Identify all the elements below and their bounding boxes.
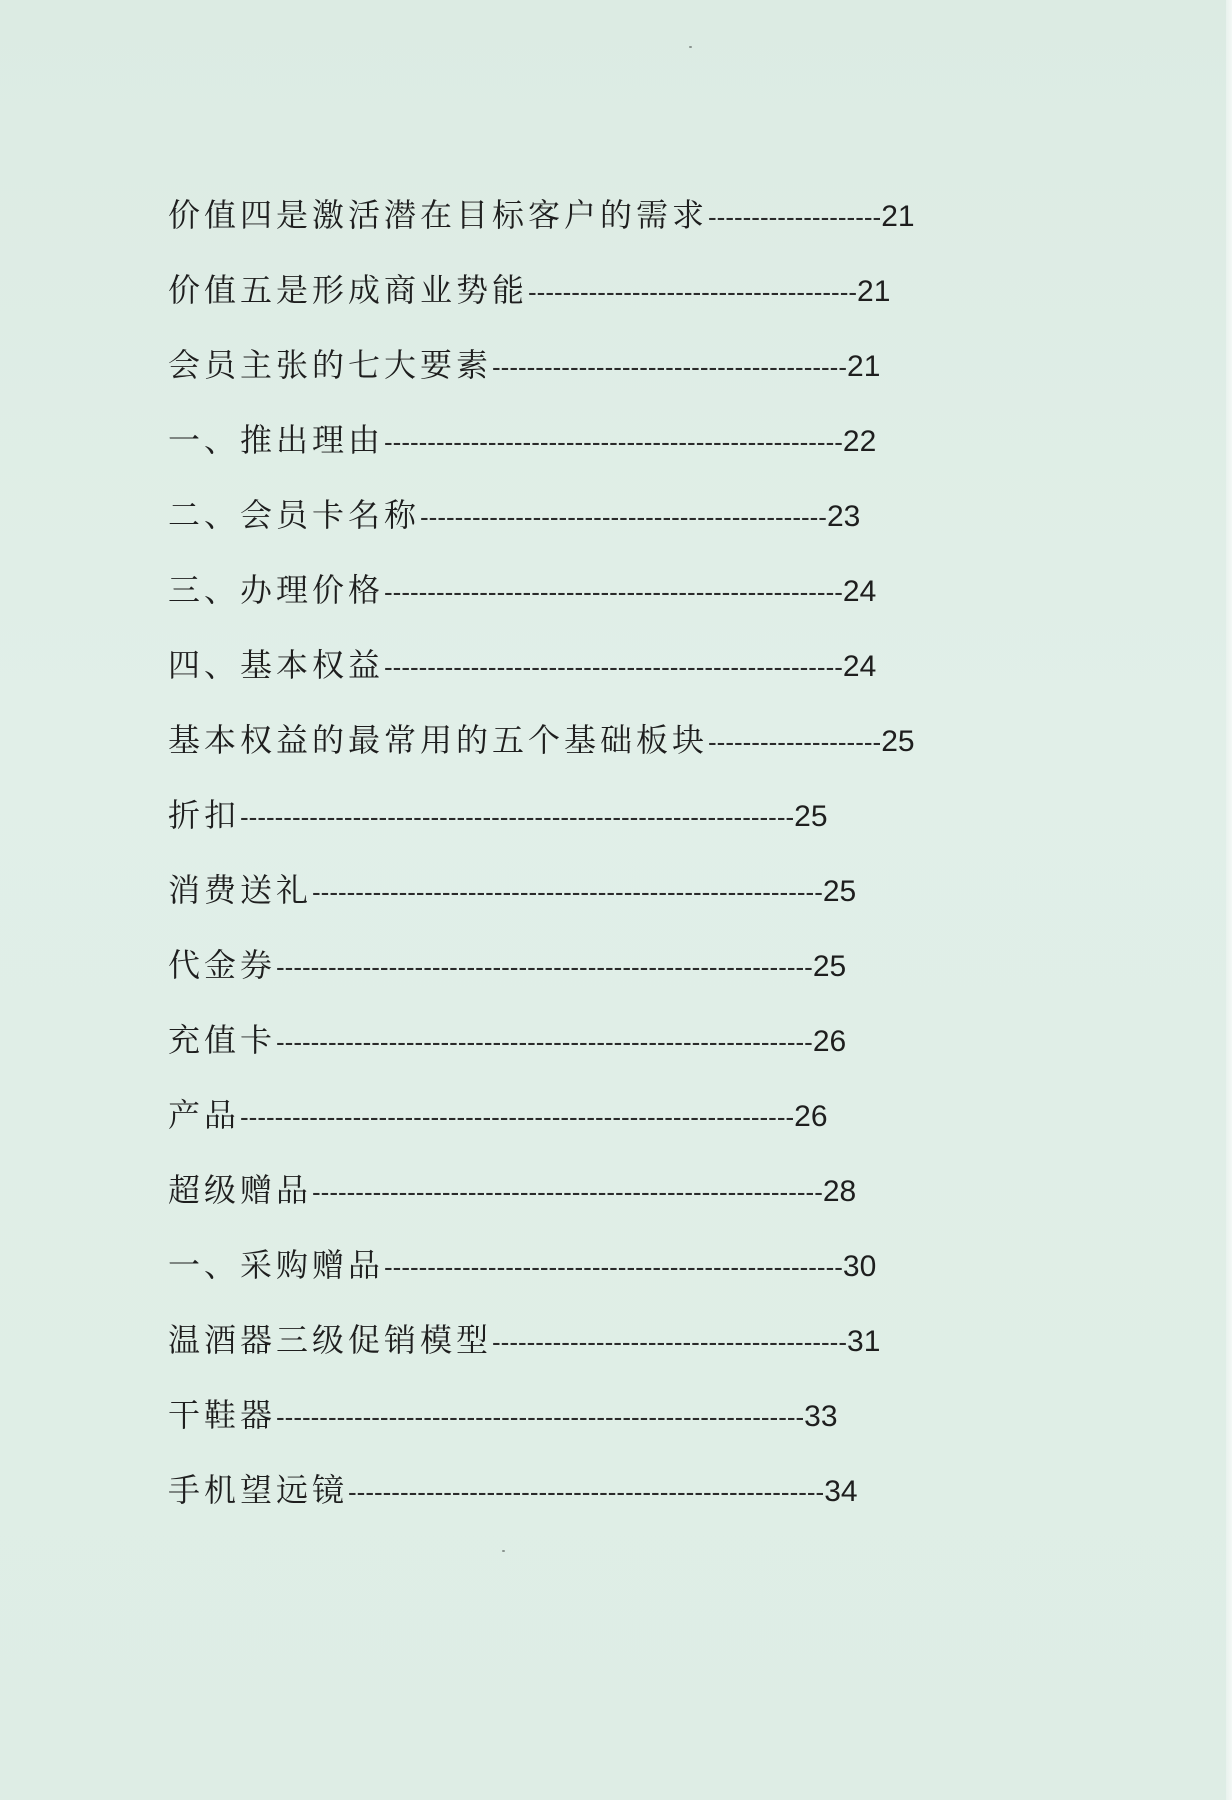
toc-entry-page: 21: [847, 350, 881, 383]
toc-entry[interactable]: [168, 490, 1168, 565]
toc-entry-leader: --------------------------------------------------------------: [276, 952, 813, 982]
toc-entry-page: 31: [847, 1325, 881, 1358]
toc-entry-title: 四、基本权益: [168, 646, 385, 684]
toc-entry-page: 33: [804, 1400, 838, 1433]
toc-entry-leader: -------------------------------------------------------------: [276, 1402, 805, 1432]
toc-entry-page: 26: [794, 1100, 828, 1133]
toc-entry-title: 一、推出理由: [168, 421, 385, 459]
toc-entry-leader: -----------------------------------------------------: [384, 652, 843, 682]
toc-entry-page: 30: [842, 1250, 877, 1283]
toc-entry[interactable]: [168, 1240, 1168, 1315]
toc-entry-title: 二、会员卡名称: [168, 496, 421, 534]
toc-entry-page: 24: [842, 575, 877, 608]
toc-entry-leader: --------------------------------------: [528, 277, 858, 307]
toc-entry-page: 22: [842, 425, 877, 458]
toc-entry-title: 折扣: [168, 796, 241, 834]
toc-entry-page: 26: [812, 1025, 847, 1058]
toc-entry[interactable]: [168, 415, 1168, 490]
toc-entry-page: 21: [881, 200, 915, 233]
toc-entry[interactable]: [168, 640, 1168, 715]
toc-entry-leader: -----------------------------------------------------: [384, 577, 843, 607]
toc-entry[interactable]: [168, 190, 1168, 265]
toc-entry-leader: --------------------: [708, 202, 882, 232]
toc-entry[interactable]: [168, 340, 1168, 415]
toc-entry-title: 会员主张的七大要素: [168, 346, 493, 384]
toc-entry-leader: -----------------------------------------------: [420, 502, 827, 532]
toc-entry[interactable]: [168, 1465, 1168, 1540]
toc-entry-title: 三、办理价格: [168, 571, 385, 609]
toc-entry-page: 25: [794, 800, 828, 833]
toc-entry-leader: -----------------------------------------: [492, 1327, 848, 1357]
toc-entry-page: 25: [881, 725, 915, 758]
toc-entry-leader: -------------------------------------------------------: [348, 1477, 825, 1507]
toc-entry-title: 一、采购赠品: [168, 1246, 385, 1284]
toc-entry-title: 产品: [168, 1096, 241, 1134]
toc-entry[interactable]: [168, 1390, 1168, 1465]
paper-speck: [689, 46, 692, 48]
toc-entry-leader: -----------------------------------------------------------: [312, 1177, 823, 1207]
toc-entry-leader: -----------------------------------------------------: [384, 1252, 843, 1282]
toc-entry[interactable]: [168, 715, 1168, 790]
toc-entry-title: 价值四是激活潜在目标客户的需求: [168, 196, 709, 234]
toc-entry[interactable]: [168, 1315, 1168, 1390]
toc-entry[interactable]: [168, 1165, 1168, 1240]
toc-entry-title: 基本权益的最常用的五个基础板块: [168, 721, 709, 759]
table-of-contents: [168, 190, 1168, 1540]
toc-entry-title: 代金券: [168, 946, 277, 984]
toc-entry-page: 28: [822, 1175, 857, 1208]
toc-entry-leader: -----------------------------------------------------------: [312, 877, 823, 907]
page-edge: [1226, 0, 1232, 1800]
toc-entry-leader: ----------------------------------------------------------------: [240, 1102, 795, 1132]
toc-entry-title: 干鞋器: [168, 1396, 277, 1434]
toc-entry-page: 21: [857, 275, 891, 308]
toc-entry-leader: --------------------: [708, 727, 882, 757]
toc-entry[interactable]: [168, 265, 1168, 340]
toc-entry-page: 25: [812, 950, 847, 983]
toc-entry[interactable]: [168, 790, 1168, 865]
toc-entry-leader: -----------------------------------------------------: [384, 427, 843, 457]
toc-entry[interactable]: [168, 865, 1168, 940]
toc-entry-title: 消费送礼: [168, 871, 313, 909]
toc-entry-leader: ----------------------------------------------------------------: [240, 802, 795, 832]
toc-entry-title: 价值五是形成商业势能: [168, 271, 529, 309]
toc-entry-title: 手机望远镜: [168, 1471, 349, 1509]
toc-entry-page: 25: [822, 875, 857, 908]
toc-entry[interactable]: [168, 1090, 1168, 1165]
toc-entry-title: 充值卡: [168, 1021, 277, 1059]
toc-entry-title: 温酒器三级促销模型: [168, 1321, 493, 1359]
toc-entry-page: 34: [824, 1475, 858, 1508]
toc-entry[interactable]: [168, 940, 1168, 1015]
toc-entry-page: 24: [842, 650, 877, 683]
toc-entry-page: 23: [826, 500, 861, 533]
toc-entry-leader: -----------------------------------------: [492, 352, 848, 382]
paper-speck: [502, 1550, 505, 1552]
toc-entry-title: 超级赠品: [168, 1171, 313, 1209]
toc-entry[interactable]: [168, 1015, 1168, 1090]
toc-entry[interactable]: [168, 565, 1168, 640]
toc-entry-leader: --------------------------------------------------------------: [276, 1027, 813, 1057]
